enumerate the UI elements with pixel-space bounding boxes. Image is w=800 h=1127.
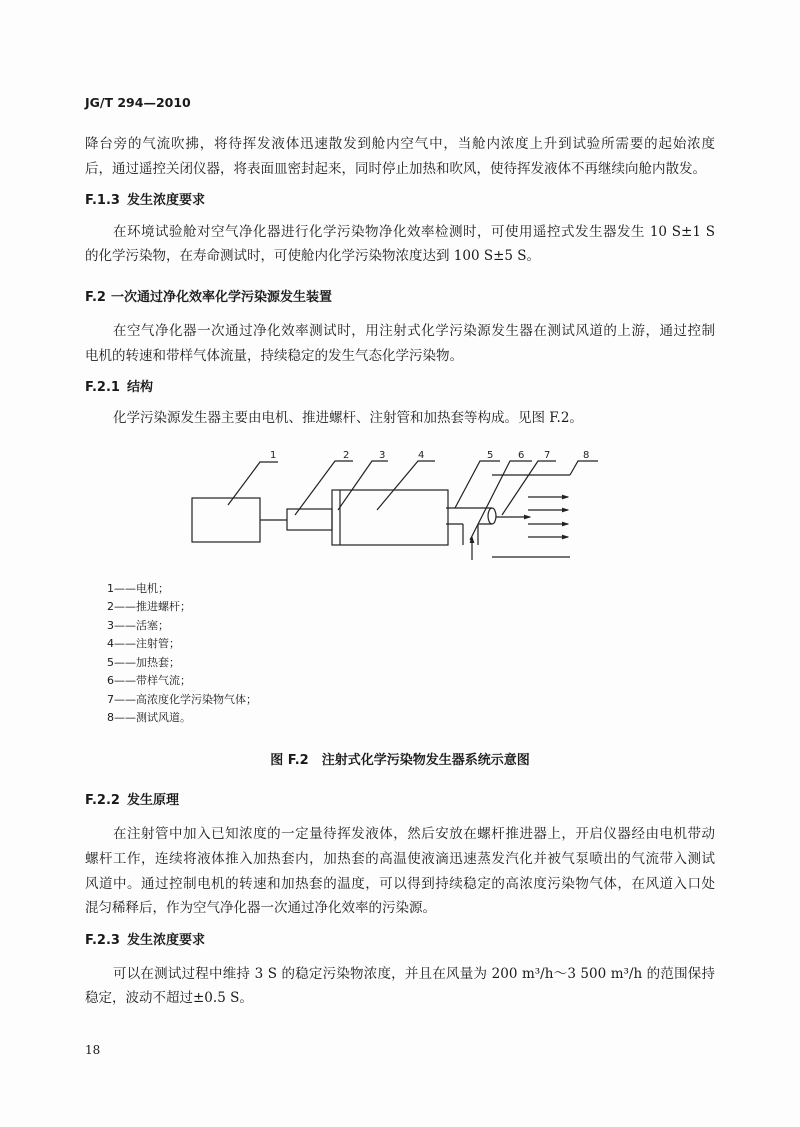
screw-box [287,509,332,530]
diagram-label: 3 [379,450,386,461]
legend-item: 8——测试风道。 [107,711,191,724]
diagram-label: 5 [487,450,494,461]
diagram-label: 2 [343,450,350,461]
section-title: 发生浓度要求 [127,933,206,948]
paragraph-line: 化学污染源发生器主要由电机、推进螺杆、注射管和加热套等构成。见图 F.2。 [113,410,583,426]
page-number: 18 [85,1043,101,1057]
paragraph-line: 在环境试验舱对空气净化器进行化学污染物净化效率检测时，可使用遥控式发生器发生 10 S±1 S [113,224,715,240]
paragraph-line: 在注射管中加入已知浓度的一定量待挥发液体，然后安放在螺杆推进器上，开启仪器经由电机带动 [113,826,715,842]
paragraph-line: 混匀稀释后，作为空气净化器一次通过净化效率的污染源。 [85,900,436,916]
legend-item: 2——推进螺杆； [107,600,191,613]
section-number: F.2.2 [85,793,120,808]
paragraph-line: 风道中。通过控制电机的转速和加热套的温度，可以得到持续稳定的高浓度污染物气体，在风道入口处 [85,876,715,892]
paragraph-line: 的化学污染物，在寿命测试时，可使舱内化学污染物浓度达到 100 S±5 S。 [85,248,541,264]
section-title: 发生原理 [127,793,180,808]
figure-caption: 图 F.2 注射式化学污染物发生器系统示意图 [270,753,530,768]
paragraph-line: 电机的转速和带样气体流量，持续稳定的发生气态化学污染物。 [85,348,463,364]
section-heading-f22 [85,789,715,808]
section-title: 一次通过净化效率化学污染源发生装置 [111,290,333,305]
diagram-label: 8 [583,450,590,461]
section-heading-f23 [85,929,715,948]
legend-item: 1——电机； [107,582,169,595]
motor-box [192,498,260,542]
syringe-box [332,490,448,545]
section-number: F.2.1 [85,380,120,395]
section-title: 结构 [127,380,154,395]
paragraph-line: 可以在测试过程中维持 3 S 的稳定污染物浓度，并且在风量为 200 m³/h～3 500 m³/h 的范围保持 [113,966,715,982]
diagram-label: 6 [518,450,525,461]
legend-item: 7——高浓度化学污染物气体； [107,693,257,706]
section-number: F.2 [85,290,106,305]
section-number: F.2.3 [85,933,120,948]
paragraph-line: 降台旁的气流吹拂，将待挥发液体迅速散发到舱内空气中，当舱内浓度上升到试验所需要的起始浓度 [85,136,715,152]
legend-item: 5——加热套； [107,656,180,669]
diagram-label: 7 [544,450,551,461]
paragraph-line: 后，通过遥控关闭仪器，将表面皿密封起来，同时停止加热和吹风，使待挥发液体不再继续向舱内散发。 [85,161,706,177]
legend-item: 6——带样气流； [107,674,191,687]
standard-code-header: JG/T 294—2010 [85,95,191,110]
diagram-label: 1 [270,450,277,461]
paragraph-line: 稳定，波动不超过±0.5 S。 [85,990,253,1006]
legend-item: 4——注射管； [107,637,180,650]
legend-item: 3——活塞； [107,619,169,632]
section-number: F.1.3 [85,193,120,208]
diagram-label: 4 [418,450,425,461]
paragraph-line: 螺杆工作，连续将液体推入加热套内，加热套的高温使液滴迅速蒸发汽化并被气泵喷出的气流带入测试 [85,851,715,867]
paragraph-line: 在空气净化器一次通过净化效率测试时，用注射式化学污染源发生器在测试风道的上游，通过控制 [113,323,715,339]
section-title: 发生浓度要求 [127,193,206,208]
